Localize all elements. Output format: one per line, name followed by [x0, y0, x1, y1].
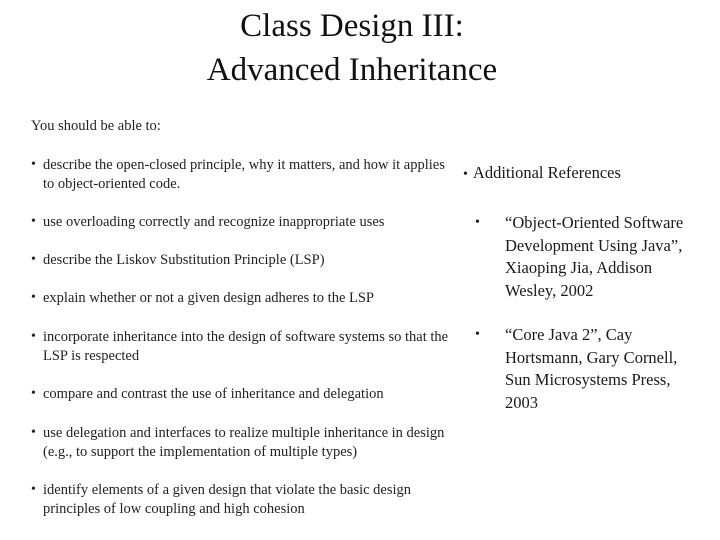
bullet-icon: • [475, 215, 480, 230]
bullet-icon: • [31, 290, 36, 305]
objective-text: explain whether or not a given design adheres to the LSP [43, 290, 375, 306]
objective-text: describe the open-closed principle, why it matters, and how it applies to object-oriented code. [43, 157, 445, 192]
reference-text: “Object-Oriented Software Development Using Java”, Xiaoping Jia, Addison Wesley, 2002 [505, 213, 684, 300]
objective-item [31, 289, 458, 308]
bullet-icon: • [31, 214, 36, 229]
objective-item [31, 251, 458, 270]
bullet-icon: • [31, 386, 36, 401]
reference-text: “Core Java 2”, Cay Hortsmann, Gary Cornell, Sun Microsystems Press, 2003 [505, 325, 678, 412]
objective-item [31, 156, 458, 193]
objective-item [31, 385, 458, 404]
objective-text: identify elements of a given design that violate the basic design principles of low coupling and high cohesion [43, 482, 412, 517]
objective-text: describe the Liskov Substitution Principle (LSP) [43, 252, 325, 268]
objective-text: compare and contrast the use of inheritance and delegation [43, 386, 384, 402]
objective-item [31, 328, 458, 365]
slide-title-line-1: Class Design III: [240, 8, 464, 44]
objective-item [31, 481, 458, 518]
bullet-icon: • [475, 327, 480, 342]
references-heading-text: Additional References [472, 163, 621, 182]
objective-text: use delegation and interfaces to realize multiple inheritance in design (e.g., to support the implementation of multiple types) [43, 425, 445, 460]
slide-title [0, 4, 704, 92]
bullet-icon: • [31, 252, 36, 267]
objective-item [31, 213, 458, 232]
bullet-icon: • [31, 482, 36, 497]
bullet-icon: • [31, 425, 36, 440]
objective-item [31, 424, 458, 461]
bullet-icon: • [31, 329, 36, 344]
objective-text: incorporate inheritance into the design of software systems so that the LSP is respected [43, 329, 449, 364]
bullet-icon: • [31, 157, 36, 172]
slide-title-line-2: Advanced Inheritance [206, 52, 498, 88]
intro-text: You should be able to: [31, 118, 161, 134]
objective-text: use overloading correctly and recognize inappropriate uses [43, 214, 385, 230]
references-heading [463, 163, 621, 183]
bullet-icon: • [463, 167, 468, 182]
